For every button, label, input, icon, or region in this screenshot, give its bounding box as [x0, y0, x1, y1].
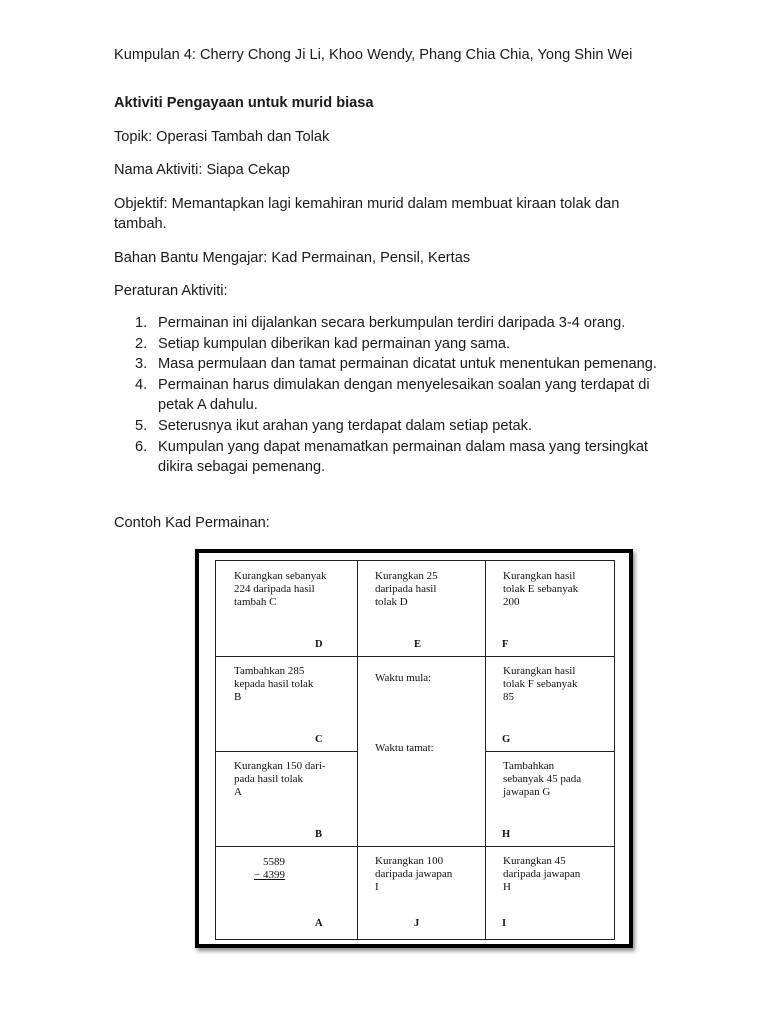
- end-time-label: Waktu tamat:: [375, 742, 434, 754]
- rules-list: [114, 313, 674, 478]
- cell-label: I: [502, 918, 507, 929]
- list-item: [114, 375, 674, 416]
- start-time-label: Waktu mula:: [375, 672, 432, 684]
- subtrahend: − 4399: [254, 869, 285, 881]
- card-cell-i: [485, 846, 615, 939]
- rule-text: Permainan harus dimulakan dengan menyelesaikan soalan yang terdapat di petak A dahulu.: [158, 376, 650, 414]
- card-cell-f: [485, 561, 615, 656]
- cell-label: H: [502, 829, 511, 840]
- cell-instruction: Kurangkan 25 daripada hasil tolak D: [375, 570, 438, 608]
- game-card-grid: [215, 560, 615, 940]
- rule-number: 4.: [135, 376, 148, 393]
- cell-instruction: Kurangkan sebanyak 224 daripada hasil tambah C: [234, 570, 327, 608]
- subtraction-problem: [254, 856, 285, 882]
- activity-heading: Aktiviti Pengayaan untuk murid biasa: [114, 95, 374, 111]
- example-title: Contoh Kad Permainan:: [114, 515, 270, 531]
- card-cell-e: [357, 561, 485, 656]
- objective-line-2: tambah.: [114, 216, 167, 232]
- rule-text: Masa permulaan dan tamat permainan dicatat untuk menentukan pemenang.: [158, 356, 657, 373]
- card-cell-h: [485, 751, 615, 846]
- group-members-line: Kumpulan 4: Cherry Chong Ji Li, Khoo Wendy, Phang Chia Chia, Yong Shin Wei: [114, 47, 633, 63]
- cell-label: B: [315, 829, 323, 840]
- list-item: [114, 334, 674, 355]
- cell-instruction: Kurangkan hasil tolak F sebanyak 85: [503, 665, 578, 703]
- topic-line: Topik: Operasi Tambah dan Tolak: [114, 129, 330, 145]
- cell-instruction: Kurangkan hasil tolak E sebanyak 200: [503, 570, 579, 608]
- cell-instruction: Kurangkan 45 daripada jawapan H: [503, 855, 581, 893]
- card-cell-c: [216, 656, 357, 751]
- cell-label: A: [315, 918, 323, 929]
- cell-label: C: [315, 734, 323, 745]
- cell-instruction: Tambahkan 285 kepada hasil tolak B: [234, 665, 314, 703]
- cell-instruction: Kurangkan 150 dari- pada hasil tolak A: [234, 760, 326, 798]
- card-cell-a: [216, 846, 357, 939]
- card-cell-g: [485, 656, 615, 751]
- objective-line-1: Objektif: Memantapkan lagi kemahiran murid dalam membuat kiraan tolak dan: [114, 196, 620, 212]
- cell-label: J: [414, 918, 420, 929]
- card-cell-time: [357, 656, 485, 846]
- card-cell-d: [216, 561, 357, 656]
- list-item: [114, 437, 674, 478]
- minuend: 5589: [262, 856, 285, 868]
- materials-line: Bahan Bantu Mengajar: Kad Permainan, Pensil, Kertas: [114, 250, 471, 266]
- rule-number: 6.: [135, 438, 148, 455]
- rule-text: Seterusnya ikut arahan yang terdapat dalam setiap petak.: [158, 417, 533, 434]
- list-item: [114, 416, 674, 437]
- cell-instruction: Tambahkan sebanyak 45 pada jawapan G: [503, 760, 582, 798]
- rule-text: Permainan ini dijalankan secara berkumpulan terdiri daripada 3-4 orang.: [158, 315, 626, 331]
- cell-label: F: [502, 639, 509, 650]
- rule-number: 1.: [135, 315, 148, 331]
- rule-text: Kumpulan yang dapat menamatkan permainan dalam masa yang tersingkat dikira sebagai pemenang.: [158, 438, 648, 476]
- rule-number: 3.: [135, 356, 148, 373]
- activity-name-line: Nama Aktiviti: Siapa Cekap: [114, 162, 291, 178]
- game-card: [195, 549, 633, 948]
- cell-instruction: Kurangkan 100 daripada jawapan I: [375, 855, 453, 893]
- rule-number: 5.: [135, 417, 148, 434]
- rule-number: 2.: [135, 335, 148, 352]
- rule-text: Setiap kumpulan diberikan kad permainan yang sama.: [158, 335, 511, 352]
- cell-label: D: [315, 639, 323, 650]
- list-item: [114, 354, 674, 375]
- card-cell-b: [216, 751, 357, 846]
- list-item: [114, 313, 674, 334]
- cell-label: E: [414, 639, 422, 650]
- cell-label: G: [502, 734, 511, 745]
- card-cell-j: [357, 846, 485, 939]
- rules-title: Peraturan Aktiviti:: [114, 283, 228, 299]
